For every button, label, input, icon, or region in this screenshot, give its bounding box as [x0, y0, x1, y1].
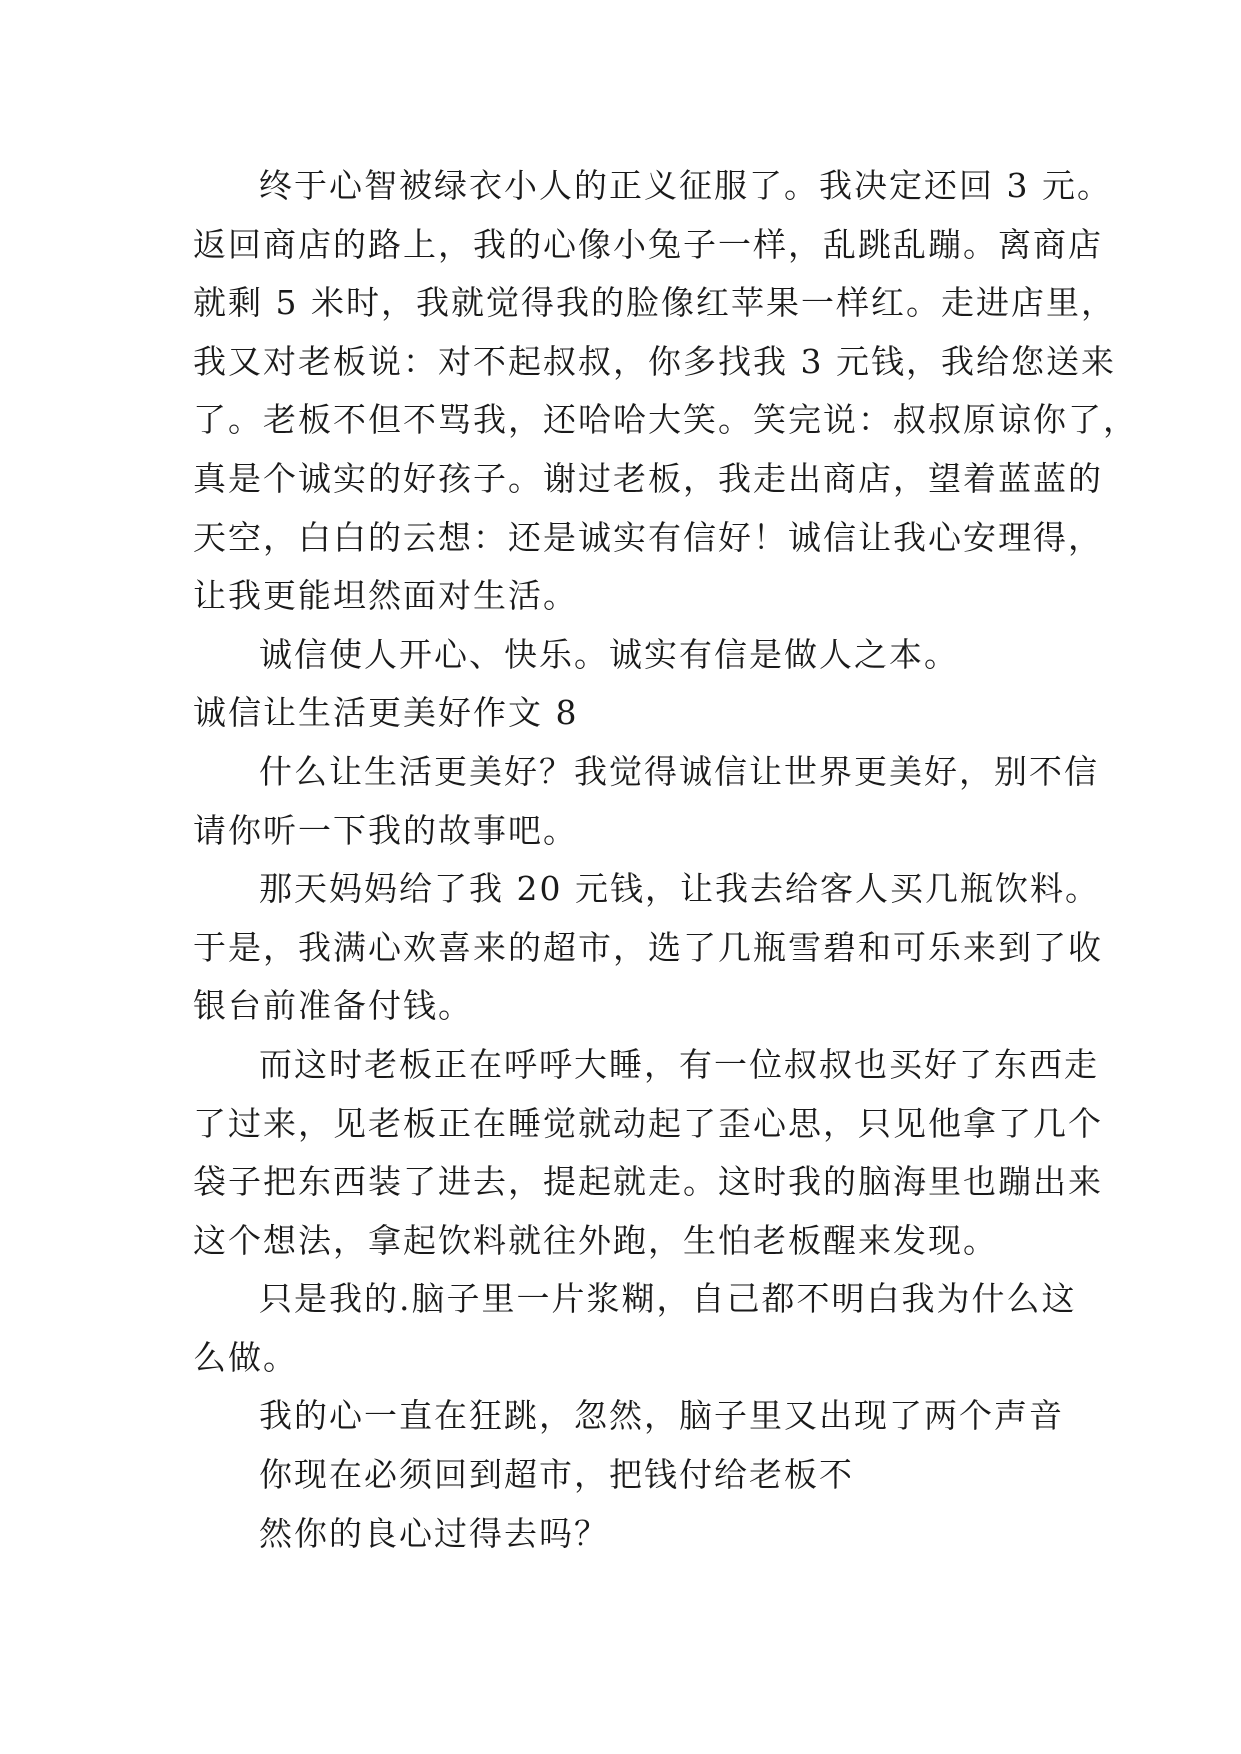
text-line: 真是个诚实的好孩子。谢过老板，我走出商店，望着蓝蓝的: [193, 458, 1103, 498]
text-line: 而这时老板正在呼呼大睡，有一位叔叔也买好了东西走: [259, 1044, 1099, 1084]
text-line: 于是，我满心欢喜来的超市，选了几瓶雪碧和可乐来到了收: [193, 927, 1103, 967]
text-line: 就剩 5 米时，我就觉得我的脸像红苹果一样红。走进店里，: [193, 283, 1116, 323]
text-line: 么做。: [193, 1337, 298, 1377]
text-line: 袋子把东西装了进去，提起就走。这时我的脑海里也蹦出来: [193, 1162, 1103, 1202]
text-line: 你现在必须回到超市，把钱付给老板不: [259, 1455, 854, 1495]
text-line: 这个想法，拿起饮料就往外跑，生怕老板醒来发现。: [193, 1220, 998, 1260]
text-line: 然你的良心过得去吗？: [259, 1513, 609, 1553]
text-line: 我又对老板说：对不起叔叔，你多找我 3 元钱，我给您送来: [193, 341, 1116, 381]
text-line: 了过来，见老板正在睡觉就动起了歪心思，只见他拿了几个: [193, 1103, 1103, 1143]
text-line: 只是我的.脑子里一片浆糊，自己都不明白我为什么这: [259, 1279, 1077, 1319]
text-line: 请你听一下我的故事吧。: [193, 810, 578, 850]
text-line: 银台前准备付钱。: [193, 986, 473, 1026]
text-line: 返回商店的路上，我的心像小兔子一样，乱跳乱蹦。离商店: [193, 224, 1103, 264]
text-line: 终于心智被绿衣小人的正义征服了。我决定还回 3 元。: [259, 166, 1112, 205]
text-line: 让我更能坦然面对生活。: [193, 576, 578, 616]
text-line: 天空，白白的云想：还是诚实有信好！诚信让我心安理得，: [193, 517, 1103, 557]
text-line: 诚信使人开心、快乐。诚实有信是做人之本。: [259, 634, 959, 674]
text-line: 什么让生活更美好？我觉得诚信让世界更美好，别不信: [259, 751, 1099, 791]
document-body: [193, 157, 1138, 1563]
text-line: 那天妈妈给了我 20 元钱，让我去给客人买几瓶饮料。: [259, 869, 1100, 909]
section-heading: 诚信让生活更美好作文 8: [193, 693, 579, 733]
text-line: 我的心一直在狂跳，忽然，脑子里又出现了两个声音: [259, 1396, 1064, 1436]
text-line: 了。老板不但不骂我，还哈哈大笑。笑完说：叔叔原谅你了，: [193, 400, 1138, 440]
